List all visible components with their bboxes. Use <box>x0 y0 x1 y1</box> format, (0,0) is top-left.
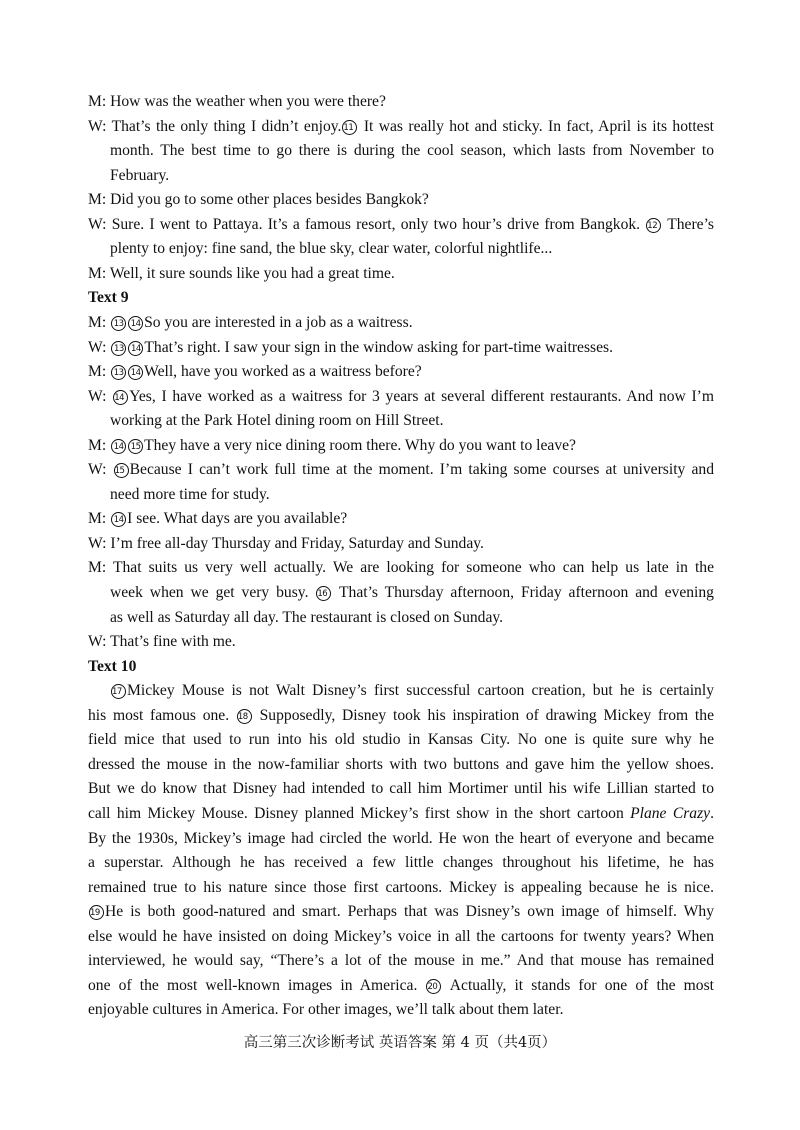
text-line: W: 14 Yes, I have worked as a waitress for 3 years at several different restaurants. And now I’m <box>88 387 714 405</box>
text-line: 17 Mickey Mouse is not Walt Disney’s first successful cartoon creation, but he is certainly <box>112 682 714 700</box>
section-heading: Text 10 <box>88 657 137 675</box>
text-line: February. <box>110 166 170 184</box>
text-line: M: How was the weather when you were there? <box>88 93 386 110</box>
text-line: M: 13 14 Well, have you worked as a waitress before? <box>88 363 422 381</box>
text-line: W: That’s fine with me. <box>88 633 236 651</box>
text-line: one of the most well-known images in America. 20 Actually, it stands for one of the most <box>88 976 715 994</box>
text-line: W: Sure. I went to Pattaya. It’s a famous resort, only two hour’s drive from Bangkok. 12 There’s <box>88 215 714 233</box>
page-footer: 高三第三次诊断考试 英语答案 第 4 页（共4页） <box>243 1035 557 1051</box>
text-line: M: That suits us very well actually. We are looking for someone who can help us late in the <box>88 559 714 577</box>
text-line: working at the Park Hotel dining room on Hill Street. <box>110 412 444 430</box>
section-heading: Text 9 <box>88 289 129 307</box>
text-line: plenty to enjoy: fine sand, the blue sky, clear water, colorful nightlife... <box>110 240 553 258</box>
text-line: week when we get very busy. 16 That’s Thursday afternoon, Friday afternoon and evening <box>110 584 714 601</box>
text-line: But we do know that Disney had intended to call him Mortimer until his wife Lillian started to <box>88 780 714 798</box>
text-line: M: 13 14 So you are interested in a job as a waitress. <box>88 313 413 331</box>
text-line: By the 1930s, Mickey’s image had circled the world. He won the heart of everyone and became <box>88 829 714 847</box>
text-line: call him Mickey Mouse. Disney planned Mickey’s first show in the short cartoon Plane Crazy. <box>88 804 714 822</box>
text-line: need more time for study. <box>110 485 270 503</box>
text-line: M: 14 I see. What days are you available? <box>88 510 348 528</box>
text-line: his most famous one. 18 Supposedly, Disney took his inspiration of drawing Mickey from the <box>88 706 714 724</box>
text-line: M: 14 15 They have a very nice dining room there. Why do you want to leave? <box>88 436 576 454</box>
text-line: 19 He is both good-natured and smart. Perhaps that was Disney’s own image of himself. Why <box>90 903 714 921</box>
text-line: W: That’s the only thing I didn’t enjoy. 11 It was really hot and sticky. In fact, April is its hottest <box>88 117 714 135</box>
text-line: W: I’m free all-day Thursday and Friday, Saturday and Sunday. <box>88 534 484 552</box>
text-line: field mice that used to run into his old studio in Kansas City. No one is quite sure why he <box>88 731 714 749</box>
text-line: W: 15 Because I can’t work full time at the moment. I’m taking some courses at university and <box>88 461 714 479</box>
text-line: a superstar. Although he has received a few little changes throughout his lifetime, he has <box>88 854 714 872</box>
text-line: M: Did you go to some other places besides Bangkok? <box>88 191 429 209</box>
text-line: month. The best time to go there is during the cool season, which lasts from November to <box>110 142 714 160</box>
text-line: enjoyable cultures in America. For other images, we’ll talk about them later. <box>88 1001 564 1019</box>
text-line: remained true to his nature since those first cartoons. Mickey is appealing because he is nice. <box>88 878 714 896</box>
text-line: M: Well, it sure sounds like you had a great time. <box>88 264 395 282</box>
text-line: interviewed, he would say, “There’s a lot of the mouse in me.” And that mouse has remained <box>88 952 714 970</box>
text-line: W: 13 14 That’s right. I saw your sign in the window asking for part-time waitresses. <box>88 338 613 356</box>
text-line: else would he have insisted on doing Mickey’s voice in all the cartoons for twenty years? When <box>88 927 714 945</box>
text-line: dressed the mouse in the now-familiar shorts with two buttons and gave him the yellow shoes. <box>88 755 714 773</box>
text-line: as well as Saturday all day. The restaurant is closed on Sunday. <box>110 608 504 626</box>
